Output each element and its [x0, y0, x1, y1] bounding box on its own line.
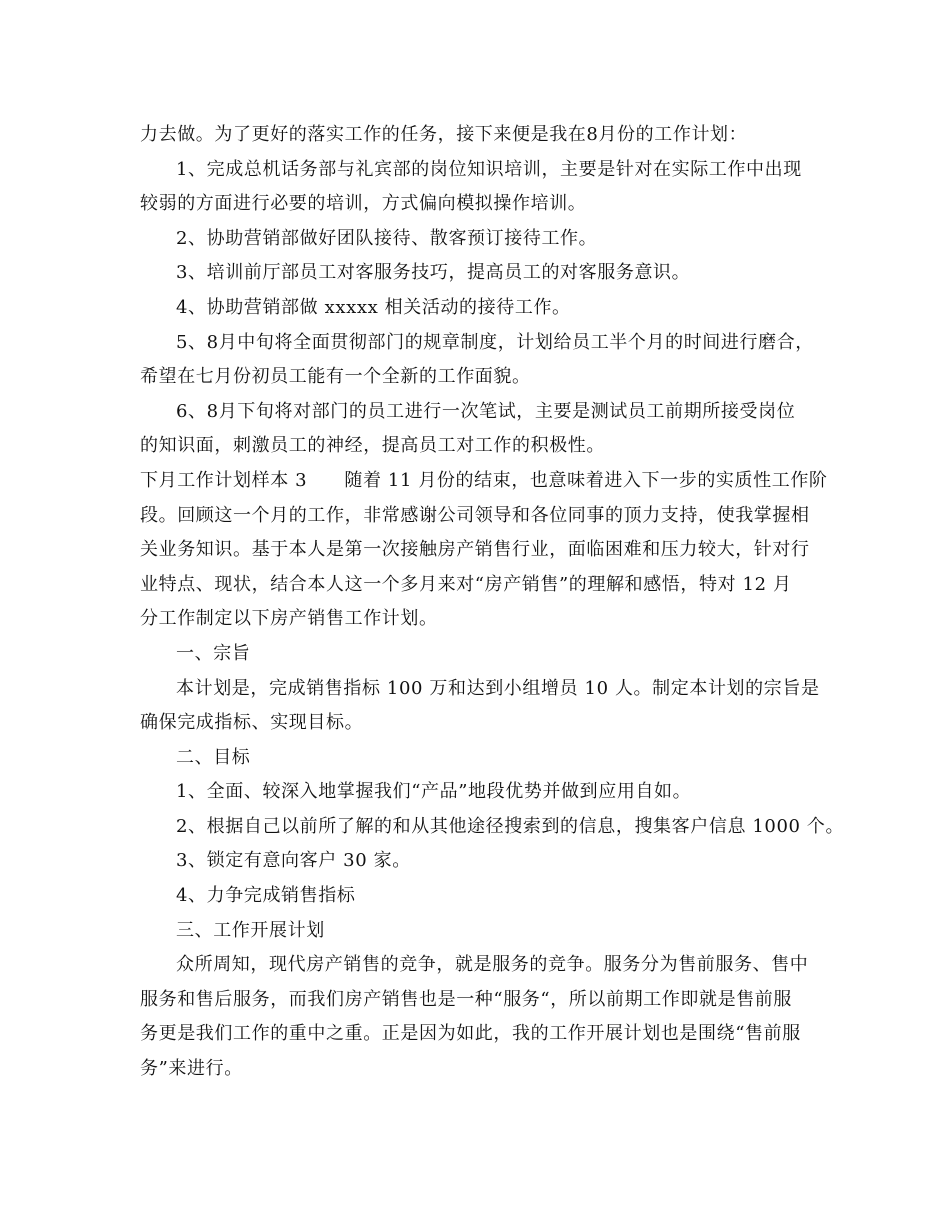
text-line: 分工作制定以下房产销售工作计划。 — [140, 608, 438, 630]
text-line: 力去做。为了更好的落实工作的任务，接下来便是我在8月份的工作计划： — [140, 124, 748, 145]
text-line: 1、完成总机话务部与礼宾部的岗位知识培训，主要是针对在实际工作中出现 — [176, 158, 802, 180]
text-line: 下月工作计划样本 3 随着 11 月份的结束，也意味着进入下一步的实质性工作阶 — [140, 469, 828, 491]
text-line: 3、培训前厅部员工对客服务技巧，提高员工的对客服务意识。 — [176, 262, 691, 284]
text-line: 段。回顾这一个月的工作，非常感谢公司领导和各位同事的顶力支持，使我掌握相 — [140, 504, 810, 526]
text-line: 服务和售后服务，而我们房产销售也是一种“服务“，所以前期工作即就是售前服 — [140, 988, 793, 1010]
document-body — [140, 118, 845, 1087]
text-line: 关业务知识。基于本人是第一次接触房产销售行业，面临困难和压力较大，针对行 — [140, 539, 810, 561]
text-line: 4、协助营销部做 xxxxx 相关活动的接待工作。 — [176, 296, 571, 318]
text-line: 众所周知，现代房产销售的竞争，就是服务的竞争。服务分为售前服务、售中 — [176, 954, 809, 976]
text-line: 业特点、现状，结合本人这一个多月来对“房产销售”的理解和感悟，特对 12 月 — [140, 573, 792, 595]
text-line: 2、根据自己以前所了解的和从其他途径搜索到的信息，搜集客户信息 1000 个。 — [176, 815, 845, 837]
text-line: 务”来进行。 — [140, 1058, 243, 1080]
text-line: 4、力争完成销售指标 — [176, 885, 356, 907]
section-heading: 一、宗旨 — [176, 642, 251, 664]
text-line: 确保完成指标、实现目标。 — [140, 712, 364, 734]
text-line: 2、协助营销部做好团队接待、散客预订接待工作。 — [176, 227, 598, 249]
text-line: 务更是我们工作的重中之重。正是因为如此，我的工作开展计划也是围绕“售前服 — [140, 1023, 801, 1045]
text-line: 5、8月中旬将全面贯彻部门的规章制度，计划给员工半个月的时间进行磨合， — [176, 331, 814, 353]
text-line: 较弱的方面进行必要的培训，方式偏向模拟操作培训。 — [140, 193, 587, 215]
text-line: 本计划是，完成销售指标 100 万和达到小组增员 10 人。制定本计划的宗旨是 — [176, 677, 820, 699]
text-line: 3、锁定有意向客户 30 家。 — [176, 850, 411, 872]
text-line: 希望在七月份初员工能有一个全新的工作面貌。 — [140, 366, 531, 388]
text-line: 6、8月下旬将对部门的员工进行一次笔试，主要是测试员工前期所接受岗位 — [176, 400, 796, 422]
text-line: 1、全面、较深入地掌握我们“产品”地段优势并做到应用自如。 — [176, 781, 692, 803]
section-heading: 二、目标 — [176, 746, 251, 768]
section-heading: 三、工作开展计划 — [176, 919, 325, 941]
text-line: 的知识面，刺激员工的神经，提高员工对工作的积极性。 — [140, 435, 605, 457]
